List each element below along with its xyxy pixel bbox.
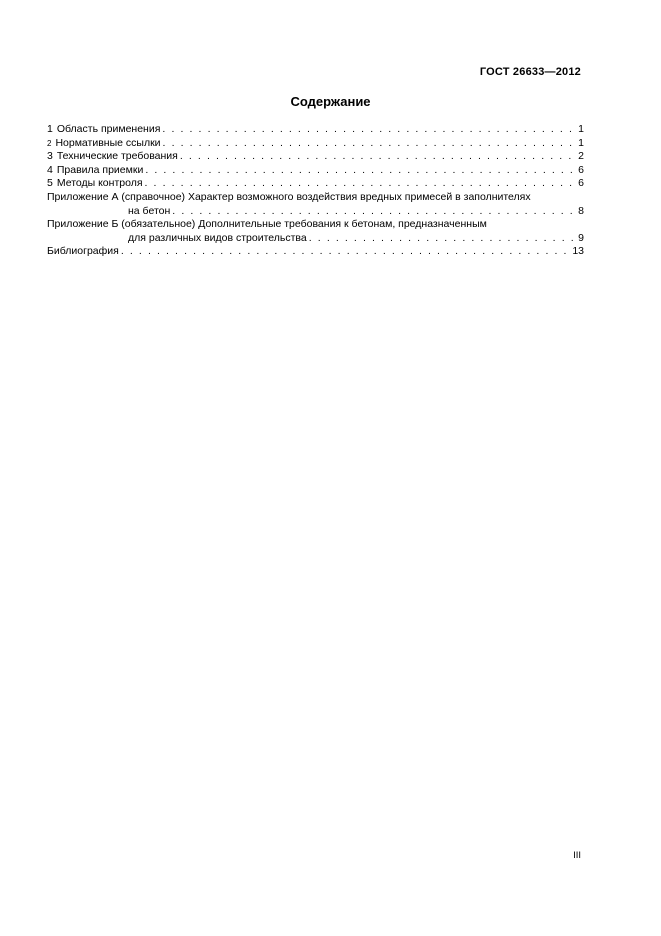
dot-leader <box>180 150 576 164</box>
toc-entry-text: Методы контроля <box>56 177 143 190</box>
dot-leader <box>121 245 570 259</box>
toc-entry-page: 2 <box>578 150 584 163</box>
toc-entry-text: Область применения <box>56 123 161 135</box>
dot-leader <box>162 123 576 137</box>
toc-entry-page: 1 <box>578 123 584 135</box>
document-code: ГОСТ 26633—2012 <box>479 66 581 78</box>
toc-entry-text: Правила приемки <box>56 163 144 176</box>
toc-entry-number: 5 <box>47 177 53 190</box>
toc-entry-2[interactable] <box>47 137 584 151</box>
toc-entry-text: Технические требования <box>56 150 178 163</box>
dot-leader <box>309 232 576 246</box>
toc-entry-bibliography[interactable] <box>47 245 584 259</box>
toc-entry-number: 3 <box>47 150 53 163</box>
toc-entry-number: 1 <box>47 123 53 135</box>
toc-entry-text-continued: для различных видов строительства <box>128 231 307 244</box>
page-number: III <box>573 850 581 861</box>
toc-title: Содержание <box>290 94 371 109</box>
toc-entry-5[interactable] <box>47 177 584 191</box>
toc-entry-page: 13 <box>572 245 584 258</box>
toc-entry-text-continued: на бетон <box>128 204 171 217</box>
dot-leader <box>172 205 576 219</box>
toc-entry-text: Приложение Б (обязательное) Дополнительные требования к бетонам, предназначенным <box>47 218 487 231</box>
dot-leader <box>145 164 576 178</box>
toc-entry-page: 6 <box>578 177 584 190</box>
toc-entry-4[interactable] <box>47 164 584 178</box>
toc-entry-3[interactable] <box>47 150 584 164</box>
toc-entry-text: Библиография <box>47 245 119 258</box>
toc-entry-number: 4 <box>47 163 53 176</box>
toc-entry-page: 9 <box>578 231 584 244</box>
toc-entry-appendix-b[interactable] <box>47 218 584 245</box>
dot-leader <box>145 177 577 191</box>
toc-entry-page: 6 <box>578 163 584 176</box>
dot-leader <box>163 137 577 151</box>
table-of-contents <box>47 123 584 259</box>
toc-entry-text: Приложение А (справочное) Характер возможного воздействия вредных примесей в заполнителях <box>47 190 531 203</box>
toc-entry-number: 2 <box>47 138 52 148</box>
toc-entry-page: 1 <box>578 136 584 149</box>
toc-entry-1[interactable] <box>47 123 584 137</box>
toc-entry-appendix-a[interactable] <box>47 191 584 218</box>
toc-entry-page: 8 <box>578 204 584 217</box>
toc-entry-text: Нормативные ссылки <box>55 136 161 149</box>
